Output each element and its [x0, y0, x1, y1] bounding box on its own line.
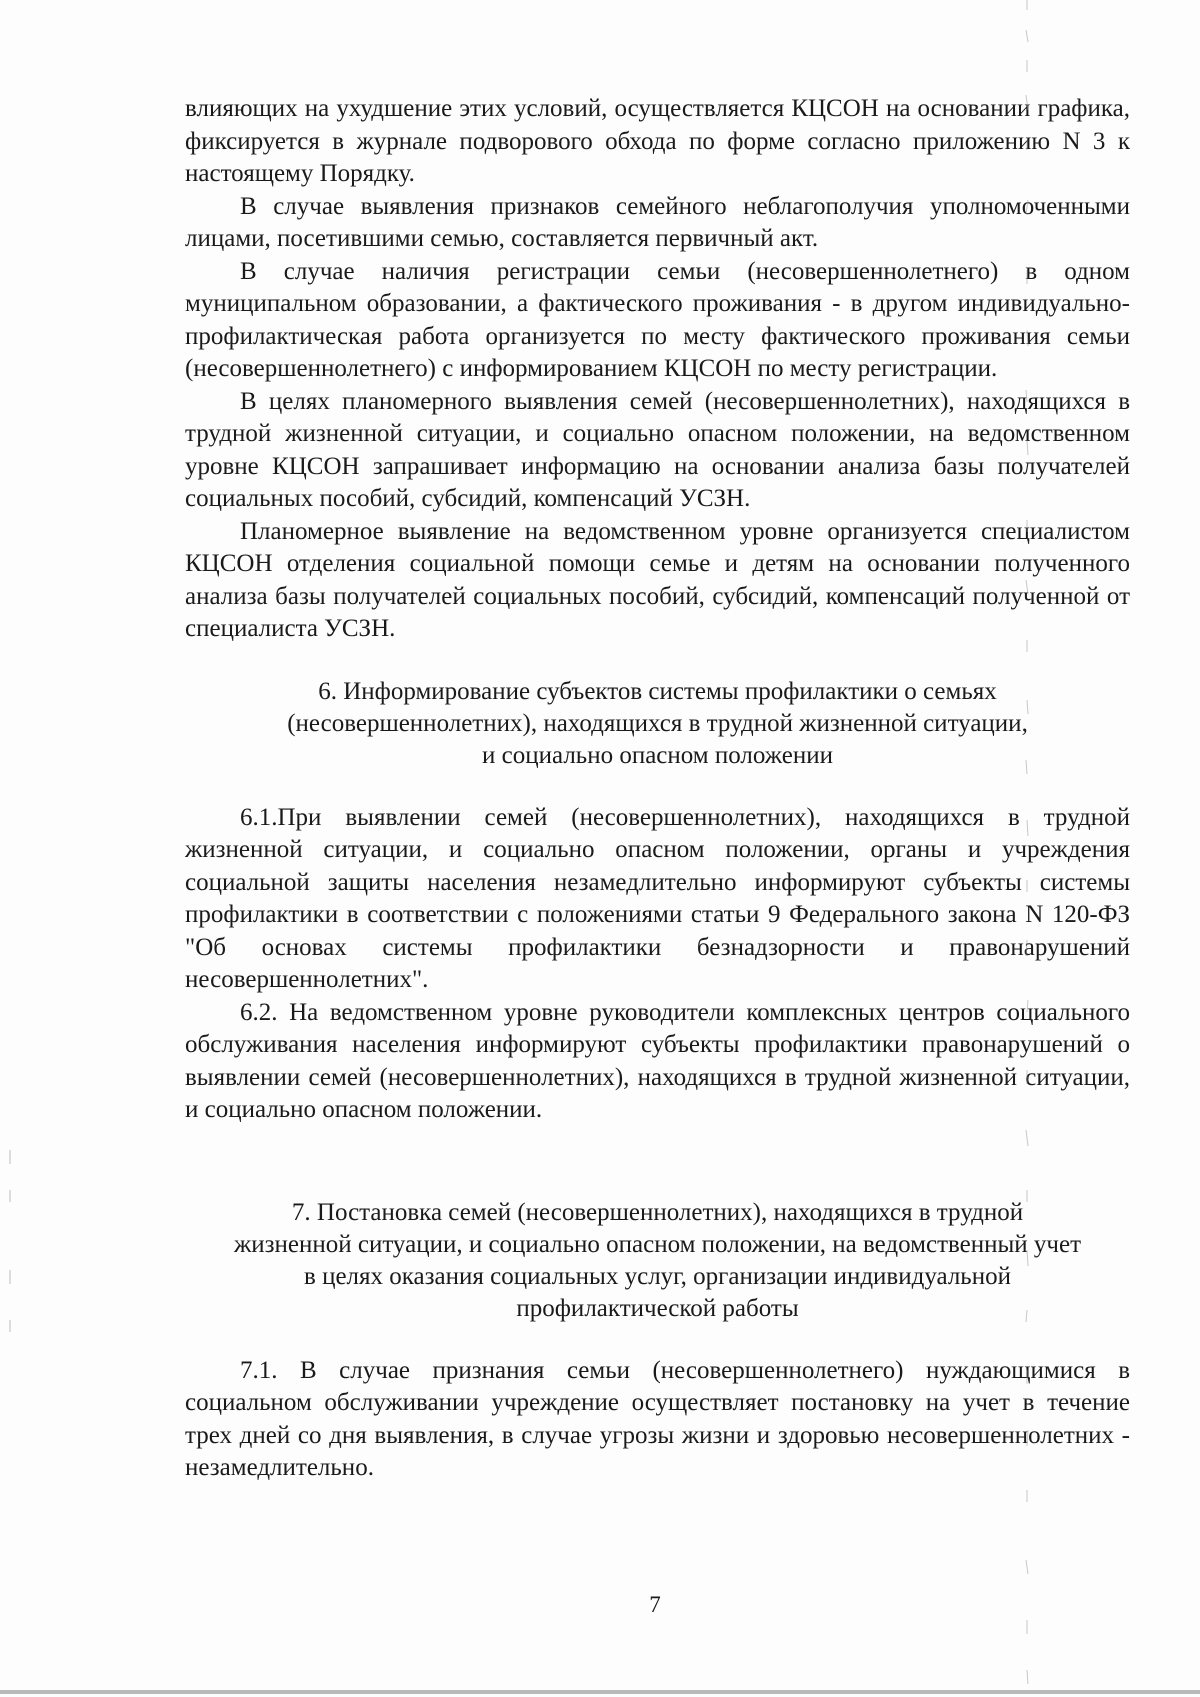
document-body [185, 93, 1130, 1485]
scan-bottom-edge [0, 1690, 1200, 1694]
scan-left-marks [8, 1150, 12, 1350]
paragraph-7-1: 7.1. В случае признания семьи (несовершеннолетнего) нуждающимися в социальном обслуживании учреждение осуществляет постановку на учет в течение трех дней со дня выявления, в случае угрозы жизни и здоровью несовершеннолетних - незамедлительно. [185, 1356, 1130, 1481]
spacer [185, 772, 1130, 802]
section-6-heading-line: и социально опасном положении [482, 741, 833, 769]
page-number: 7 [649, 1592, 661, 1617]
paragraph-registration-residence: В случае наличия регистрации семьи (несовершеннолетнего) в одном муниципальном образовании, а фактического проживания - в другом индивидуально-профилактическая работа организуется по месту фактического проживания семьи (несовершеннолетнего) с информированием КЦСОН по месту регистрации. [185, 257, 1130, 382]
section-6-heading-line: 6. Информирование субъектов системы профилактики о семьях [318, 677, 997, 705]
paragraph-6-1: 6.1.При выявлении семей (несовершеннолетних), находящихся в трудной жизненной ситуации, и социально опасном положении, органы и учреждения социальной защиты населения незамедлительно информируют субъекты системы профилактики в соответствии с положениями статьи 9 Федерального закона N 120-ФЗ "Об основах системы профилактики безнадзорности и правонарушений несовершеннолетних". [185, 803, 1130, 993]
paragraph-family-distress-act: В случае выявления признаков семейного неблагополучия уполномоченными лицами, посетившими семью, составляется первичный акт. [185, 192, 1130, 252]
paragraph-departmental-level: Планомерное выявление на ведомственном уровне организуется специалистом КЦСОН отделения социальной помощи семье и детям на основании полученного анализа базы получателей социальных пособий, субсидий, компенсаций полученной от специалиста УСЗН. [185, 517, 1130, 642]
paragraph-6-2: 6.2. На ведомственном уровне руководители комплексных центров социального обслуживания населения информируют субъекты профилактики правонарушений о выявлении семей (несовершеннолетних), находящихся в трудной жизненной ситуации, и социально опасном положении. [185, 998, 1130, 1123]
section-7-heading-line: 7. Постановка семей (несовершеннолетних), находящихся в трудной [291, 1198, 1024, 1226]
spacer [185, 1325, 1130, 1355]
section-7-heading-line: профилактической работы [516, 1294, 799, 1322]
spacer [185, 1127, 1130, 1197]
spacer [185, 646, 1130, 676]
section-7-heading [185, 1197, 1130, 1325]
section-7-heading-line: жизненной ситуации, и социально опасном положении, на ведомственный учет [233, 1230, 1082, 1258]
paragraph-continuation: влияющих на ухудшение этих условий, осуществляется КЦСОН на основании графика, фиксируется в журнале подворового обхода по форме согласно приложению N 3 к настоящему Порядку. [185, 95, 1130, 187]
paragraph-planned-identification: В целях планомерного выявления семей (несовершеннолетних), находящихся в трудной жизненной ситуации, и социально опасном положении, на ведомственном уровне КЦСОН запрашивает информацию на основании анализа базы получателей социальных пособий, субсидий, компенсаций УСЗН. [185, 387, 1130, 512]
section-6-heading-line: (несовершеннолетних), находящихся в трудной жизненной ситуации, [287, 709, 1028, 737]
section-6-heading [185, 676, 1130, 772]
section-7-heading-line: в целях оказания социальных услуг, организации индивидуальной [304, 1262, 1011, 1290]
